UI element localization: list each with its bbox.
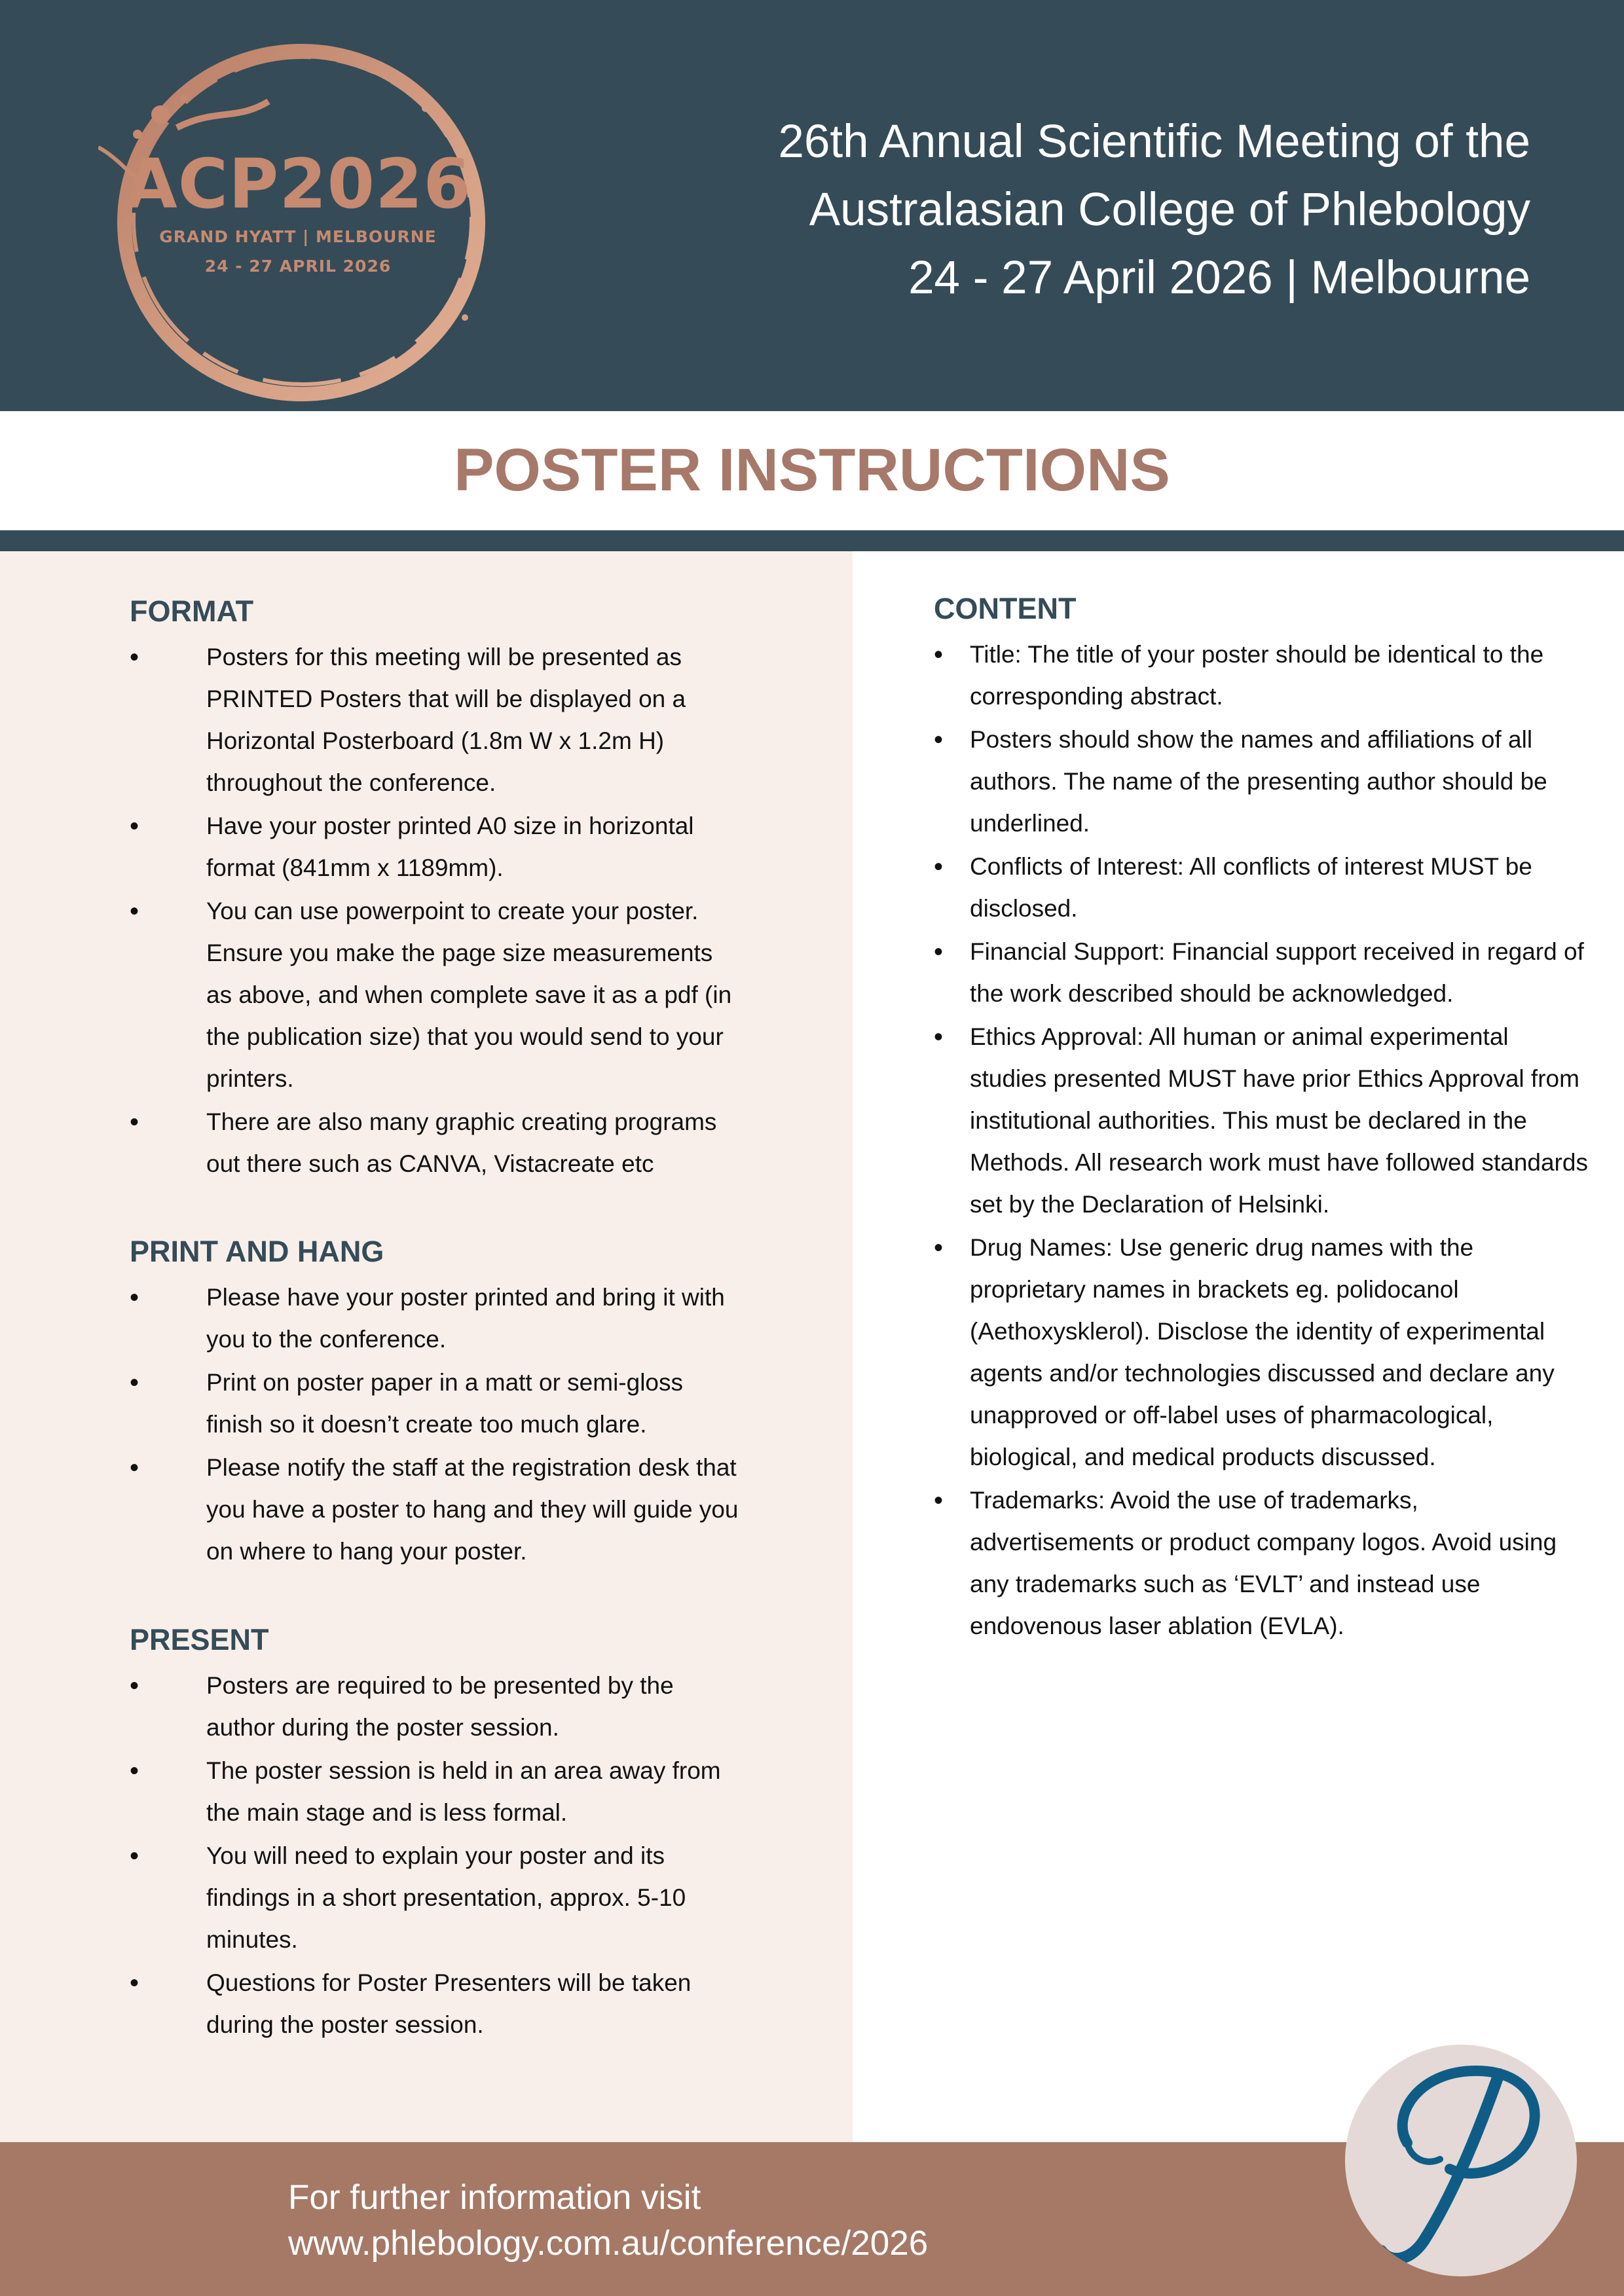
list-item-text: Please have your poster printed and bring it with you to the conference.: [206, 1284, 725, 1353]
list-item: • Financial Support: Financial support received in regard of the work described should be acknowledged.: [934, 938, 1584, 1007]
list-item-text: Posters for this meeting will be presented as PRINTED Posters that will be displayed on a Horizontal Posterboard (1.8m W x 1.2m H) throughout the conference.: [206, 644, 686, 796]
list-item: • You will need to explain your poster and its findings in a short presentation, approx. 5-10 minutes.: [130, 1842, 686, 1953]
meeting-title-line: 24 - 27 April 2026 | Melbourne: [908, 252, 1530, 304]
footer-url-link[interactable]: www.phlebology.com.au/conference/2026: [288, 2224, 929, 2263]
list-item-text: Have your poster printed A0 size in horizontal format (841mm x 1189mm).: [206, 812, 694, 881]
format-heading: FORMAT: [130, 594, 254, 628]
list-item: • Title: The title of your poster should be identical to the corresponding abstract.: [934, 640, 1544, 710]
list-item-text: Print on poster paper in a matt or semi-gloss finish so it doesn’t create too much glare.: [206, 1369, 683, 1438]
list-item: • Posters should show the names and affiliations of all authors. The name of the presenting author should be underlined.: [934, 725, 1547, 837]
list-item-text: Please notify the staff at the registration desk that you have a poster to hang and they will guide you on where to hang your poster.: [206, 1454, 739, 1565]
list-item-text: Conflicts of Interest: All conflicts of interest MUST be disclosed.: [970, 853, 1532, 922]
page-title: POSTER INSTRUCTIONS: [454, 437, 1170, 503]
list-item: • The poster session is held in an area away from the main stage and is less formal.: [130, 1757, 721, 1826]
phlebology-p-logo-icon: [1345, 2045, 1577, 2276]
logo-name: ACP2026: [124, 144, 471, 224]
list-item: • Print on poster paper in a matt or semi-gloss finish so it doesn’t create too much glare.: [130, 1368, 683, 1438]
meeting-title-line: Australasian College of Phlebology: [809, 184, 1530, 236]
print-and-hang-list: [130, 1277, 742, 1574]
list-item-text: You can use powerpoint to create your poster. Ensure you make the page size measurements as above, and when complete save it as a pdf (in the publication size) that you would send to your printers.: [206, 898, 732, 1092]
list-item: • Have your poster printed A0 size in horizontal format (841mm x 1189mm).: [130, 812, 694, 881]
list-item: • Drug Names: Use generic drug names with the proprietary names in brackets eg. polidocanol (Aethoxysklerol). Disclose the identity of experimental agents and/or technologies discussed and declare any unapproved or off-label uses of pharmacological, biological, and medical products discussed.: [934, 1233, 1555, 1470]
footer-info: [288, 2175, 928, 2267]
logo-dates: 24 - 27 APRIL 2026: [204, 257, 392, 276]
list-item-text: Title: The title of your poster should be identical to the corresponding abstract.: [970, 641, 1544, 710]
title-divider: [0, 530, 1624, 551]
acp2026-logo: [98, 36, 498, 403]
list-item: • Questions for Poster Presenters will be taken during the poster session.: [130, 1969, 692, 2038]
present-list: [130, 1665, 742, 2047]
list-item-text: Posters are required to be presented by the author during the poster session.: [206, 1672, 674, 1741]
title-band: [0, 411, 1624, 530]
meeting-title-line: 26th Annual Scientific Meeting of the: [778, 116, 1530, 168]
list-item-text: Questions for Poster Presenters will be taken during the poster session.: [206, 1969, 692, 2038]
list-item-text: The poster session is held in an area away from the main stage and is less formal.: [206, 1757, 721, 1826]
print-and-hang-heading: PRINT AND HANG: [130, 1235, 384, 1268]
list-item: • There are also many graphic creating programs out there such as CANVA, Vistacreate etc: [130, 1108, 717, 1177]
list-item: • Posters are required to be presented by the author during the poster session.: [130, 1671, 674, 1741]
content-heading: CONTENT: [934, 592, 1077, 625]
script-p-icon: [1345, 2045, 1577, 2276]
list-item: • Posters for this meeting will be presented as PRINTED Posters that will be displayed on a Horizontal Posterboard (1.8m W x 1.2m H) throughout the conference.: [130, 643, 686, 796]
present-heading: PRESENT: [130, 1623, 269, 1656]
list-item: • Conflicts of Interest: All conflicts of interest MUST be disclosed.: [934, 852, 1532, 922]
list-item-text: Trademarks: Avoid the use of trademarks, advertisements or product company logos. Avoid using any trademarks such as ‘EVLT’ and instead use endovenous laser ablation (EVLA).: [970, 1487, 1557, 1639]
list-item-text: You will need to explain your poster and its findings in a short presentation, approx. 5-10 minutes.: [206, 1842, 686, 1953]
format-list: [130, 636, 742, 1186]
footer-line: For further information visit: [288, 2178, 701, 2217]
content-list: [934, 634, 1589, 1649]
logo-venue: GRAND HYATT | MELBOURNE: [159, 227, 437, 246]
list-item: • You can use powerpoint to create your poster. Ensure you make the page size measurements as above, and when complete save it as a pdf (in the publication size) that you would send to your printers.: [130, 897, 732, 1092]
meeting-title: [548, 108, 1530, 312]
list-item: • Please notify the staff at the registration desk that you have a poster to hang and they will guide you on where to hang your poster.: [130, 1453, 739, 1565]
list-item-text: Posters should show the names and affiliations of all authors. The name of the presenting author should be underlined.: [970, 726, 1547, 837]
right-column: [853, 551, 1624, 2142]
list-item: • Ethics Approval: All human or animal experimental studies presented MUST have prior Ethics Approval from institutional authorities. This must be declared in the Methods. All research work must have followed standards set by the Declaration of Helsinki.: [934, 1023, 1588, 1218]
list-item-text: Financial Support: Financial support received in regard of the work described should be acknowledged.: [970, 938, 1584, 1007]
left-column: [0, 551, 853, 2142]
list-item-text: Ethics Approval: All human or animal experimental studies presented MUST have prior Ethics Approval from institutional authorities. This must be declared in the Methods. All research work must have followed standards set by the Declaration of Helsinki.: [970, 1023, 1588, 1218]
header-banner: [0, 0, 1624, 411]
list-item-text: There are also many graphic creating programs out there such as CANVA, Vistacreate etc: [206, 1108, 717, 1177]
list-item: • Trademarks: Avoid the use of trademarks, advertisements or product company logos. Avoid using any trademarks such as ‘EVLT’ and instead use endovenous laser ablation (EVLA).: [934, 1486, 1557, 1639]
list-item: • Please have your poster printed and bring it with you to the conference.: [130, 1283, 725, 1353]
list-item-text: Drug Names: Use generic drug names with the proprietary names in brackets eg. polidocanol (Aethoxysklerol). Disclose the identity of experimental agents and/or technologies discussed and declare any unapproved or off-label uses of pharmacological, biological, and medical products discussed.: [970, 1234, 1555, 1470]
